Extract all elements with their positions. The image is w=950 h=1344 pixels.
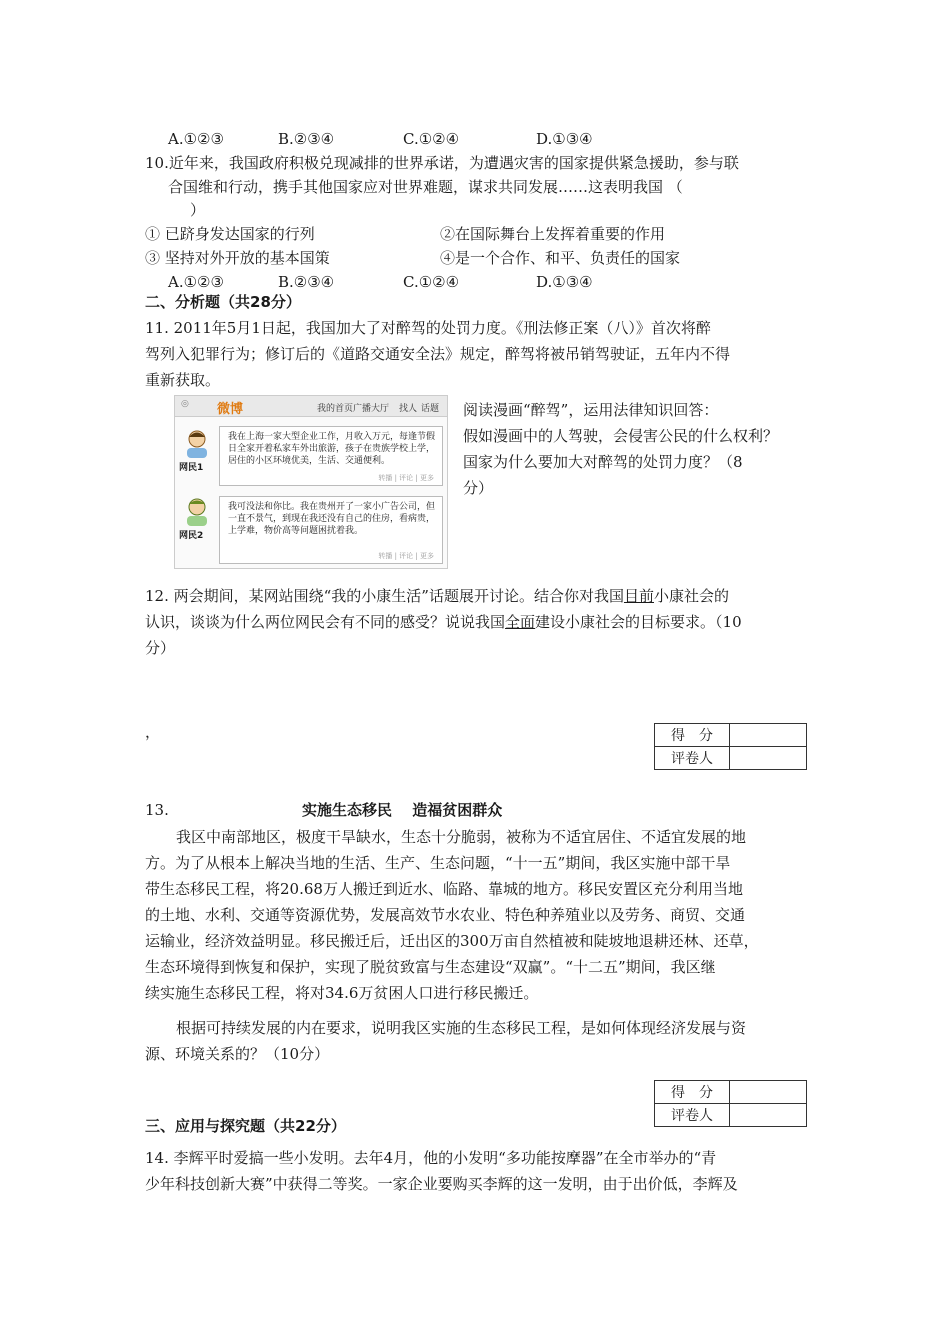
section-3-title: 三、应用与探究题（共22分） <box>145 1117 346 1135</box>
q10-statement-4: ④是一个合作、和平、负责任的国家 <box>440 249 681 267</box>
q13-paragraph-line-5: 运输业，经济效益明显。移民搬迁后，迁出区的300万亩自然植被和陡坡地退耕还林、还草， <box>145 932 759 950</box>
weibo-icon: ◎ <box>181 399 189 409</box>
user1-avatar-icon <box>181 428 213 458</box>
score-cell <box>730 1081 807 1104</box>
q9-option-c: C.①②④ <box>403 130 460 148</box>
q11-side-1: 阅读漫画“醉驾”，运用法律知识回答： <box>463 401 719 419</box>
q13-title: 实施生态移民 造福贫困群众 <box>302 801 503 819</box>
user1-post-text: 我在上海一家大型企业工作，月收入万元，每逢节假日全家开着私家车外出旅游，孩子在贵族学校上学，居住的小区环境优美，生活、交通便利。 <box>228 432 436 466</box>
q14-line-1: 14. 李辉平时爱搞一些小发明。去年4月，他的小发明“多功能按摩器”在全市举办的“青 <box>145 1149 717 1167</box>
q10-option-b: B.②③④ <box>278 273 335 291</box>
weibo-logo: 微博 <box>217 402 244 417</box>
q13-paragraph-line-3: 带生态移民工程，将20.68万人搬迁到近水、临路、靠城的地方。移民安置区充分利用当地 <box>145 880 743 898</box>
grader-label: 评卷人 <box>655 1104 730 1127</box>
q10-line-1: 10.近年来，我国政府积极兑现减排的世界承诺，为遭遇灾害的国家提供紧急援助，参与联 <box>145 154 739 172</box>
score-box-2 <box>654 1080 807 1127</box>
q10-option-a: A.①②③ <box>168 273 224 291</box>
stray-mark: ， <box>145 723 161 741</box>
user2-post-footer: 转播 | 评论 | 更多 <box>378 552 434 560</box>
user2-post-text: 我可没法和你比。我在贵州开了一家小广告公司，但一直不景气，到现在我还没有自己的住房，看病贵，上学难，物价高等问题困扰着我。 <box>228 502 436 536</box>
q13-paragraph-line-6: 生态环境得到恢复和保护，实现了脱贫致富与生态建设“双赢”。“十二五”期间，我区继 <box>145 958 716 976</box>
q10-option-d: D.①③④ <box>536 273 593 291</box>
q12-line-2-text-b: 建设小康社会的目标要求。（10 <box>535 613 742 631</box>
q10-statement-2: ②在国际舞台上发挥着重要的作用 <box>440 225 666 243</box>
q11-side-2: 假如漫画中的人驾驶，会侵害公民的什么权利？ <box>463 427 779 445</box>
q13-paragraph-line-4: 的土地、水利、交通等资源优势，发展高效节水农业、特色种养殖业以及劳务、商贸、交通 <box>145 906 746 924</box>
q12-line-2-text-a: 认识，谈谈为什么两位网民会有不同的感受？说说我国 <box>145 613 506 631</box>
tab-people: 找人 <box>399 404 418 414</box>
q13-question-line-1: 根据可持续发展的内在要求，说明我区实施的生态移民工程，是如何体现经济发展与资 <box>176 1019 747 1037</box>
q10-statement-1: ① 已跻身发达国家的行列 <box>145 225 315 243</box>
q12-underline-current: 目前 <box>623 587 654 605</box>
user1-post-footer: 转播 | 评论 | 更多 <box>378 474 434 482</box>
q12-line-1-text-b: 小康社会的 <box>653 587 729 605</box>
q11-line-2: 驾列入犯罪行为；修订后的《道路交通安全法》规定，醉驾将被吊销驾驶证，五年内不得 <box>145 345 731 363</box>
grader-label: 评卷人 <box>655 747 730 770</box>
grader-cell <box>730 747 807 770</box>
q11-side-3: 国家为什么要加大对醉驾的处罚力度？（8 <box>463 453 743 471</box>
score-label: 得 分 <box>655 724 730 747</box>
tab-hall: 广播大厅 <box>353 404 390 414</box>
q13-paragraph-line-1: 我区中南部地区，极度干旱缺水，生态十分脆弱，被称为不适宜居住、不适宜发展的地 <box>176 828 747 846</box>
q13-number: 13. <box>145 801 169 819</box>
q9-option-b: B.②③④ <box>278 130 335 148</box>
q10-option-c: C.①②④ <box>403 273 460 291</box>
q9-option-d: D.①③④ <box>536 130 593 148</box>
q12-line-1-text-a: 12. 两会期间，某网站围绕“我的小康生活”话题展开讨论。结合你对我国 <box>145 587 624 605</box>
tab-home: 我的首页 <box>317 404 354 414</box>
q13-question-line-2: 源、环境关系的？（10分） <box>145 1045 330 1063</box>
q12-underline-comprehensive: 全面 <box>505 613 536 631</box>
q11-line-3: 重新获取。 <box>145 371 221 389</box>
q10-statement-3: ③ 坚持对外开放的基本国策 <box>145 249 330 267</box>
section-2-title: 二、分析题（共28分） <box>145 293 301 311</box>
drunk-driving-comic <box>174 395 448 569</box>
q14-line-2: 少年科技创新大赛”中获得二等奖。一家企业要购买李辉的这一发明，由于出价低，李辉及 <box>145 1175 738 1193</box>
q13-paragraph-line-7: 续实施生态移民工程，将对34.6万贫困人口进行移民搬迁。 <box>145 984 539 1002</box>
q12-line-2 <box>145 610 742 634</box>
user2-post <box>219 496 443 564</box>
user2-name: 网民2 <box>179 531 204 541</box>
q13-paragraph-line-2: 方。为了从根本上解决当地的生活、生产、生态问题，“十一五”期间，我区实施中部干旱 <box>145 854 731 872</box>
user2-avatar-icon <box>181 496 213 526</box>
q12-line-3: 分） <box>145 639 176 657</box>
grader-cell <box>730 1104 807 1127</box>
weibo-toolbar <box>175 396 447 417</box>
user1-name: 网民1 <box>179 463 204 473</box>
q9-option-a: A.①②③ <box>168 130 224 148</box>
user1-post <box>219 426 443 486</box>
q10-line-3: ） <box>190 201 206 219</box>
tab-topics: 话题 <box>421 404 440 414</box>
q11-side-4: 分） <box>463 479 494 497</box>
score-label: 得 分 <box>655 1081 730 1104</box>
q11-line-1: 11. 2011年5月1日起，我国加大了对醉驾的处罚力度。《刑法修正案（八）》首次将醉 <box>145 319 711 337</box>
q10-line-2: 合国维和行动，携手其他国家应对世界难题，谋求共同发展……这表明我国 （ <box>168 178 683 196</box>
score-box-1 <box>654 723 807 770</box>
score-cell <box>730 724 807 747</box>
q12-line-1 <box>145 584 729 608</box>
